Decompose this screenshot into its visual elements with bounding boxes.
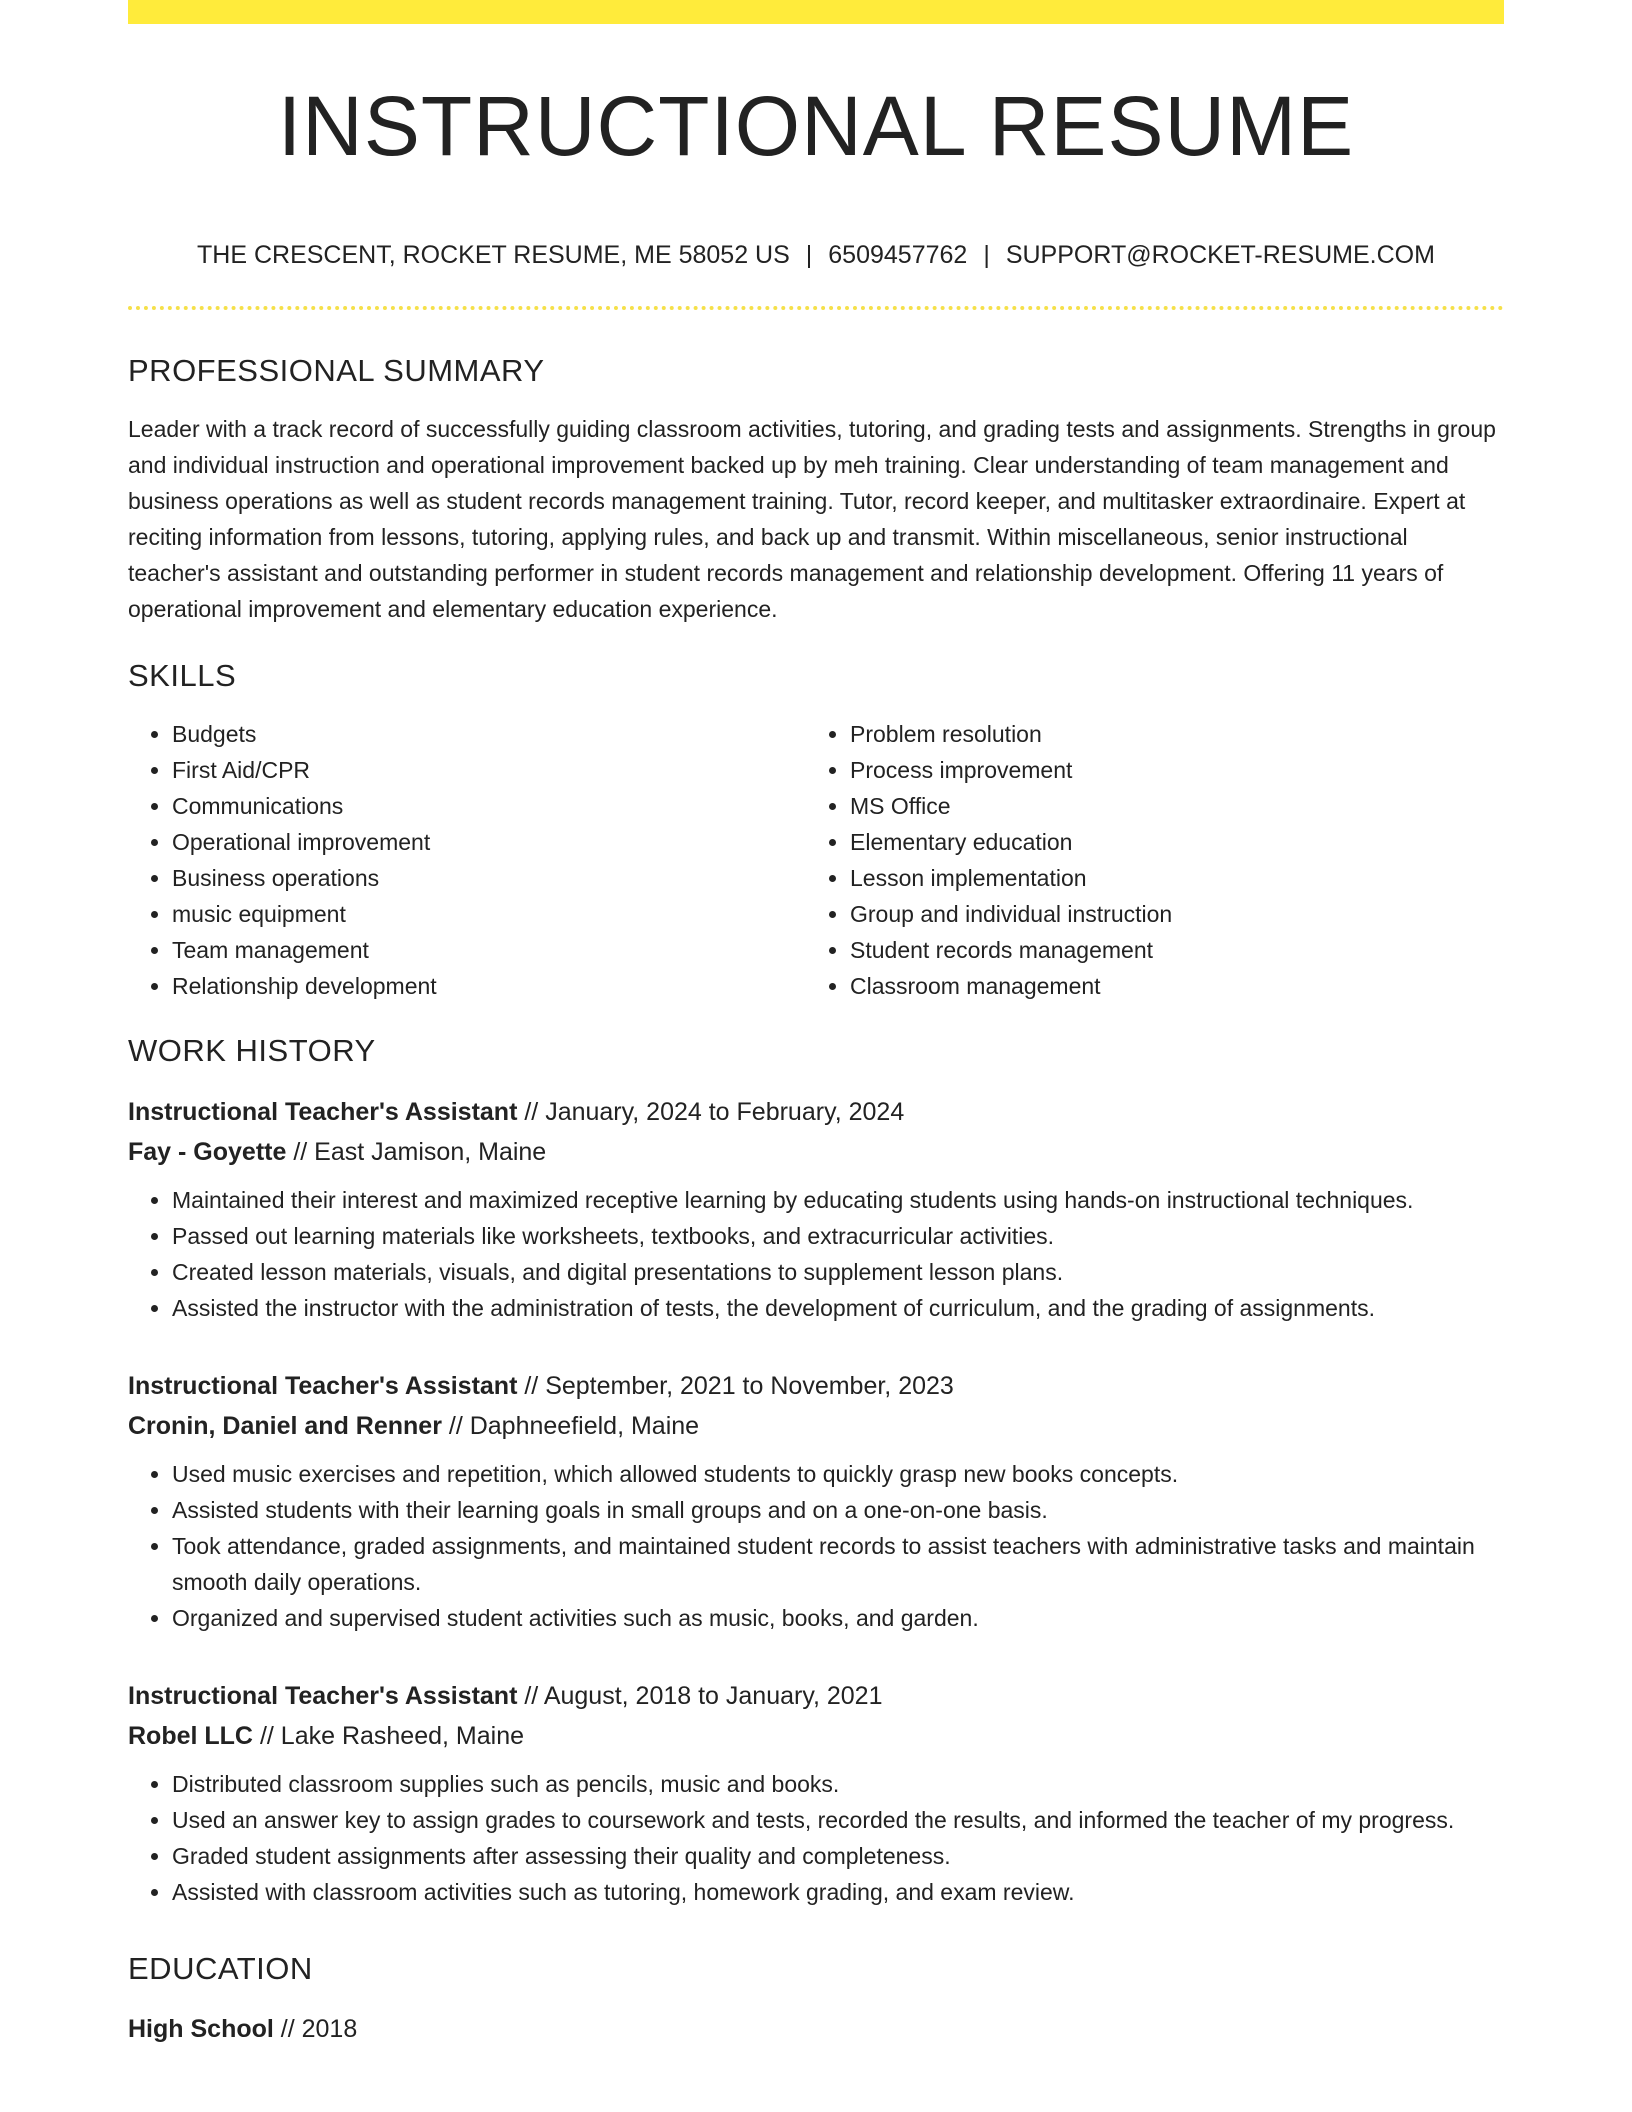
- skill-item: • music equipment: [172, 896, 806, 932]
- job-company: Cronin, Daniel and Renner: [128, 1411, 442, 1440]
- job-bullet: • Took attendance, graded assignments, and maintained student records to assist teachers with administrative tasks and maintain smooth daily operations.: [172, 1528, 1504, 1600]
- job-bullet: • Graded student assignments after assessing their quality and completeness.: [172, 1838, 1504, 1874]
- skill-item: • Elementary education: [850, 824, 1484, 860]
- job-bullet: • Assisted students with their learning goals in small groups and on a one-on-one basis.: [172, 1492, 1504, 1528]
- skill-item: • Classroom management: [850, 968, 1484, 1004]
- skill-item: • First Aid/CPR: [172, 752, 806, 788]
- job-bullets: [128, 1182, 1504, 1326]
- job-bullet: • Used music exercises and repetition, which allowed students to quickly grasp new books concepts.: [172, 1456, 1504, 1492]
- accent-bar: [128, 0, 1504, 24]
- education-degree: High School: [128, 2014, 274, 2043]
- job-title-line: [128, 1092, 1504, 1132]
- header-divider: [128, 306, 1504, 310]
- job-company: Fay - Goyette: [128, 1137, 287, 1166]
- job-bullets: [128, 1456, 1504, 1636]
- skills-title: SKILLS: [128, 658, 237, 694]
- education-title: EDUCATION: [128, 1950, 313, 1986]
- education-section: [128, 1950, 1504, 2049]
- contact-separator: |: [805, 241, 813, 269]
- work-history-section: [128, 1032, 1504, 1909]
- job-dates: // September, 2021 to November, 2023: [524, 1371, 954, 1400]
- skill-item: • Operational improvement: [172, 824, 806, 860]
- skills-right-list: [806, 716, 1484, 1004]
- job-bullet: • Distributed classroom supplies such as pencils, music and books.: [172, 1766, 1504, 1802]
- resume-name: INSTRUCTIONAL RESUME: [277, 79, 1355, 173]
- job-bullet: • Organized and supervised student activities such as music, books, and garden.: [172, 1600, 1504, 1636]
- skills-section: [128, 657, 1504, 1004]
- skill-item: • Problem resolution: [850, 716, 1484, 752]
- job-location: // Lake Rasheed, Maine: [259, 1721, 525, 1750]
- contact-address: THE CRESCENT, ROCKET RESUME, ME 58052 US: [197, 241, 790, 269]
- skills-left-list: [128, 716, 806, 1004]
- job-entry: [128, 1366, 1504, 1636]
- resume-content: [128, 352, 1504, 2049]
- job-bullet: • Passed out learning materials like worksheets, textbooks, and extracurricular activities.: [172, 1218, 1504, 1254]
- job-dates: // January, 2024 to February, 2024: [524, 1097, 905, 1126]
- skill-item: • Process improvement: [850, 752, 1484, 788]
- job-location: // Daphneefield, Maine: [448, 1411, 700, 1440]
- job-bullets: [128, 1766, 1504, 1910]
- skills-columns: [128, 716, 1504, 1004]
- work-history-title: WORK HISTORY: [128, 1033, 376, 1069]
- job-company-line: [128, 1132, 1504, 1172]
- job-entry: [128, 1676, 1504, 1910]
- skill-item: • Group and individual instruction: [850, 896, 1484, 932]
- job-company: Robel LLC: [128, 1721, 253, 1750]
- skill-item: • Business operations: [172, 860, 806, 896]
- job-title-line: [128, 1366, 1504, 1406]
- skill-item: • Budgets: [172, 716, 806, 752]
- job-location: // East Jamison, Maine: [293, 1137, 547, 1166]
- job-company-line: [128, 1716, 1504, 1756]
- job-dates: // August, 2018 to January, 2021: [524, 1681, 883, 1710]
- job-entry: [128, 1092, 1504, 1326]
- job-bullet: • Used an answer key to assign grades to coursework and tests, recorded the results, and informed the teacher of my progress.: [172, 1802, 1504, 1838]
- job-bullet: • Assisted the instructor with the administration of tests, the development of curriculum, and the grading of assignments.: [172, 1290, 1504, 1326]
- contact-phone: 6509457762: [828, 241, 968, 269]
- summary-title: PROFESSIONAL SUMMARY: [128, 353, 545, 388]
- education-year: // 2018: [280, 2014, 358, 2043]
- job-bullet: • Created lesson materials, visuals, and digital presentations to supplement lesson plans.: [172, 1254, 1504, 1290]
- job-role: Instructional Teacher's Assistant: [128, 1097, 518, 1126]
- contact-line: [128, 238, 1504, 272]
- job-title-line: [128, 1676, 1504, 1716]
- job-bullet: • Maintained their interest and maximized receptive learning by educating students using hands-on instructional techniques.: [172, 1182, 1504, 1218]
- job-company-line: [128, 1406, 1504, 1446]
- summary-text: Leader with a track record of successfully guiding classroom activities, tutoring, and grading tests and assignments. Strengths in group and individual instruction and operational improvement backed up by meh training. Clear understanding of team management and business operations as well as student records management training. Tutor, record keeper, and multitasker extraordinaire. Expert at reciting information from lessons, tutoring, applying rules, and back up and transmit. Within miscellaneous, senior instructional teacher's assistant and outstanding performer in student records management and relationship development. Offering 11 years of operational improvement and elementary education experience.: [128, 416, 1496, 623]
- skill-item: • Student records management: [850, 932, 1484, 968]
- skill-item: • Relationship development: [172, 968, 806, 1004]
- contact-email: SUPPORT@ROCKET-RESUME.COM: [1005, 241, 1435, 269]
- skill-item: • Team management: [172, 932, 806, 968]
- contact-separator: |: [983, 241, 990, 269]
- summary-section: [128, 352, 1504, 627]
- job-role: Instructional Teacher's Assistant: [128, 1371, 518, 1400]
- skill-item: • Communications: [172, 788, 806, 824]
- job-role: Instructional Teacher's Assistant: [128, 1681, 518, 1710]
- job-bullet: • Assisted with classroom activities such as tutoring, homework grading, and exam review.: [172, 1874, 1504, 1910]
- skill-item: • Lesson implementation: [850, 860, 1484, 896]
- skill-item: • MS Office: [850, 788, 1484, 824]
- education-entry: [128, 2009, 1504, 2049]
